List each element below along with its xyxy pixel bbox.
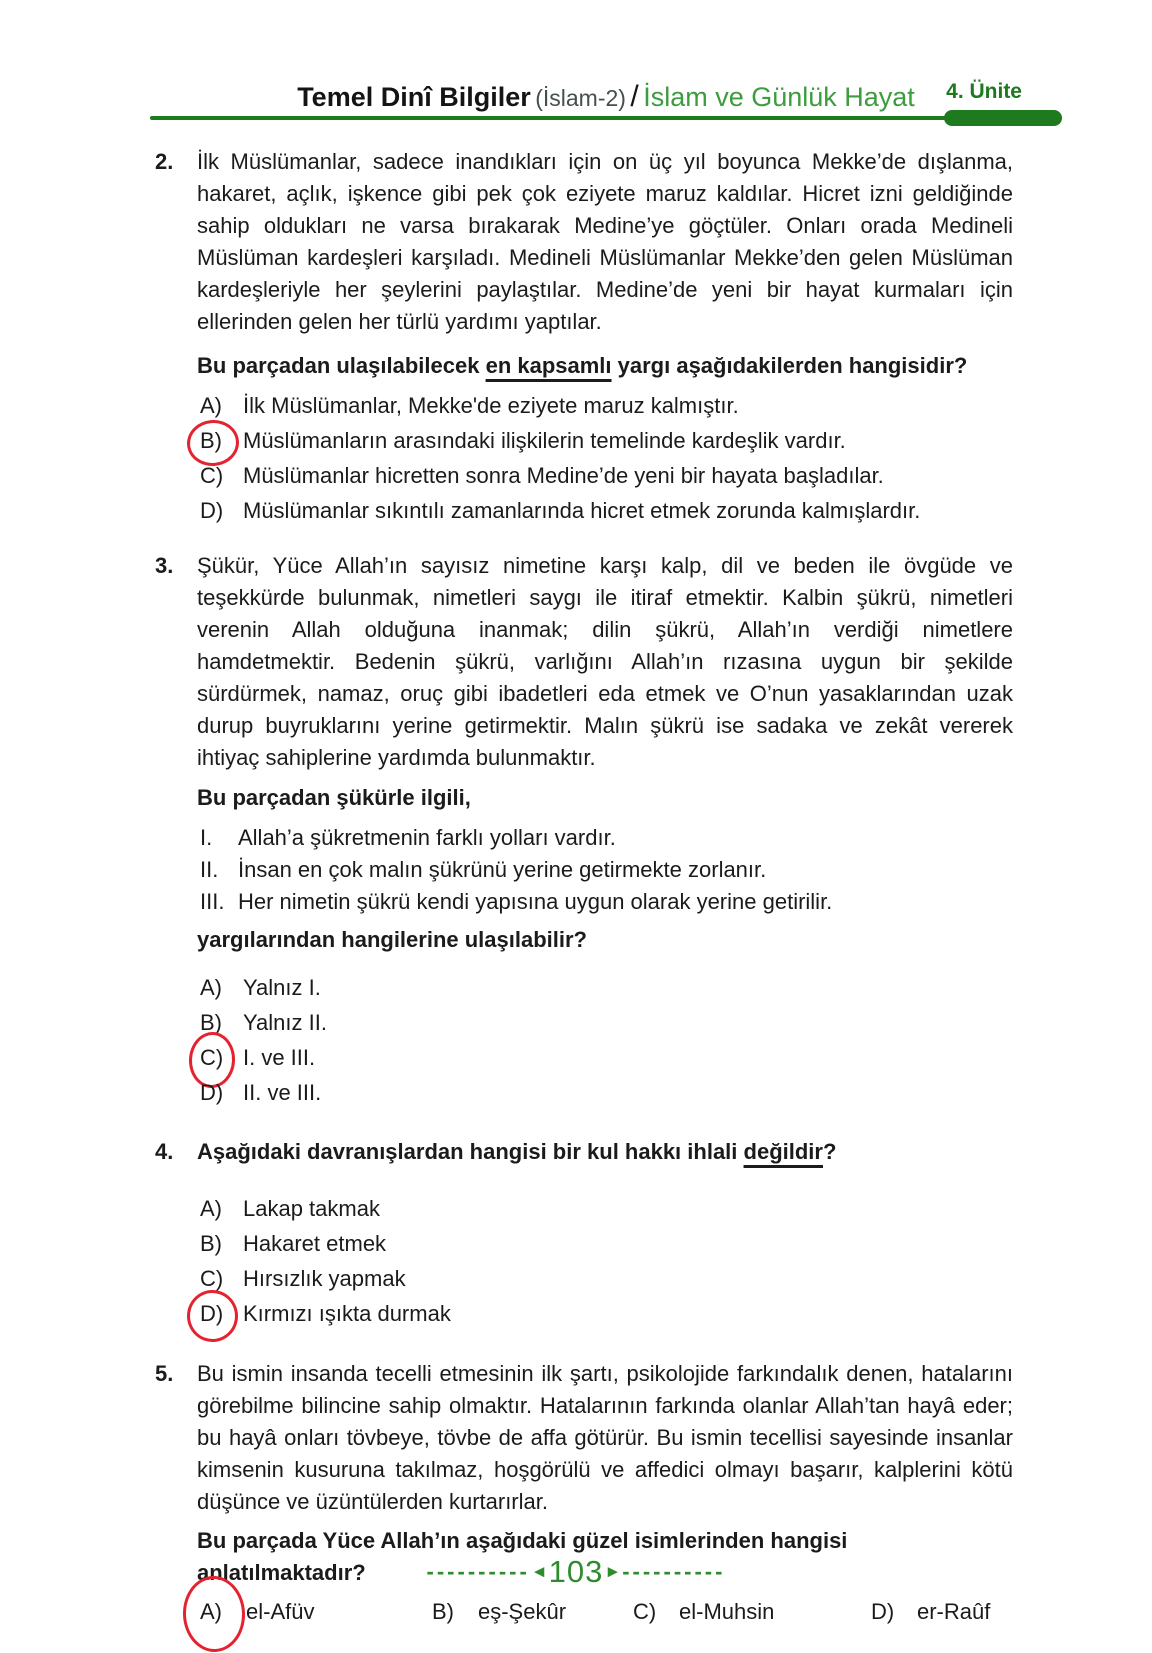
question-lead: Bu parçadan şükürle ilgili,	[197, 785, 471, 810]
question-2	[155, 146, 1013, 528]
answer-option	[197, 1226, 1013, 1261]
option-letter	[197, 390, 243, 422]
option-text: I. ve III.	[243, 1044, 316, 1070]
option-letter	[197, 1298, 243, 1330]
option-letter	[197, 1228, 243, 1260]
option-letter-text: D)	[200, 1300, 224, 1326]
question-stem: yargılarından hangilerine ulaşılabilir?	[197, 927, 587, 952]
option-letter-text: C)	[633, 1599, 657, 1624]
option-text: er-Raûf	[917, 1599, 991, 1624]
stem-text: Aşağıdaki davranışlardan hangisi bir kul hakkı ihlali	[197, 1139, 744, 1164]
roman-numeral: I.	[200, 825, 213, 850]
option-letter-text: C)	[200, 462, 224, 488]
footer-dashes-right: ----------	[622, 1558, 726, 1584]
answer-option	[197, 493, 1013, 528]
question-stem	[197, 1136, 1013, 1168]
answer-option	[197, 1191, 1013, 1226]
option-letter	[197, 1193, 243, 1225]
question-number: 5.	[155, 1361, 174, 1386]
answer-option	[197, 423, 1013, 458]
roman-item	[197, 854, 1013, 886]
question-stem	[197, 350, 1013, 382]
option-letter-text: A)	[200, 392, 222, 418]
book-subtitle: (İslam-2)	[535, 85, 626, 111]
option-letter-text: B)	[200, 1230, 222, 1256]
option-letter-text: B)	[200, 1009, 222, 1035]
page-content	[155, 146, 1013, 1631]
answer-option	[197, 1296, 1013, 1331]
question-body	[197, 550, 1013, 1110]
roman-item	[197, 822, 1013, 854]
option-letter-text: C)	[200, 1044, 224, 1070]
page-arrow-left-icon: ◄	[530, 1562, 548, 1581]
option-letter-text: D)	[871, 1599, 895, 1624]
question-stem: Bu parçada Yüce Allah’ın aşağıdaki güzel isimlerinden hangisi anlatılmaktadır?	[197, 1528, 848, 1585]
options-list	[197, 1191, 1013, 1331]
title-separator: /	[630, 80, 639, 113]
option-text: Yalnız I.	[243, 974, 321, 1000]
option-text: Lakap takmak	[243, 1195, 380, 1221]
question-body	[197, 1358, 1013, 1631]
stem-underlined-text: en kapsamlı	[485, 353, 612, 378]
page-arrow-right-icon: ►	[604, 1562, 622, 1581]
option-letter-text: B)	[200, 427, 222, 453]
page-header	[150, 80, 1062, 114]
stem-underlined-text: değildir	[743, 1139, 823, 1164]
question-body	[197, 146, 1013, 528]
answer-option	[197, 1040, 1013, 1075]
option-letter	[197, 460, 243, 492]
answer-option	[197, 458, 1013, 493]
roman-item-text: İnsan en çok malın şükrünü yerine getirmekte zorlanır.	[238, 857, 767, 882]
roman-item-text: Allah’a şükretmenin farklı yolları vardır.	[238, 825, 616, 850]
option-letter	[197, 495, 243, 527]
option-letter	[868, 1596, 917, 1628]
roman-item	[197, 886, 1013, 918]
header-rule	[150, 116, 1062, 120]
question-number: 4.	[155, 1139, 174, 1164]
option-text: Müslümanların arasındaki ilişkilerin temelinde kardeşlik vardır.	[243, 427, 846, 453]
answer-option	[197, 388, 1013, 423]
option-letter	[197, 1042, 243, 1074]
answer-option	[197, 1261, 1013, 1296]
question-paragraph: Şükür, Yüce Allah’ın sayısız nimetine karşı kalp, dil ve beden ile övgüde ve teşekkürde bulunmak, nimetleri saygı ile itiraf etmektir. Kalbin şükrü, nimetleri verenin Allah olduğuna inanmak; dilin şükrü, Allah’ın verdiği nimetlere hamdetmektir. Bedenin şükrü, varlığını Allah’ın rızasına uygun bir şekilde sürdürmek, namaz, oruç gibi ibadetleri eda etmek ve O’nun yasaklarından uzak durup buyruklarını yerine getirmektir. Malın şükrü ise sadaka ve zekât vererek ihtiyaç sahiplerine yardımda bulunmaktır.	[197, 553, 1013, 770]
option-letter	[197, 425, 243, 457]
option-text: el-Afüv	[246, 1599, 315, 1624]
question-paragraph: İlk Müslümanlar, sadece inandıkları için on üç yıl boyunca Mekke’de dışlanma, hakaret, açlık, işkence gibi pek çok eziyete maruz kaldılar. Hicret izni geldiğinde sahip oldukları ne varsa bırakarak Medine’ye göçtüler. Onları orada Medineli Müslüman kardeşleri karşıladı. Medineli Müslümanlar Mekke’den gelen Müslüman kardeşleriyle her şeylerini paylaştılar. Medine’de yeni bir hayat kurmaları için ellerinden gelen her türlü yardımı yaptılar.	[197, 149, 1013, 334]
question-paragraph: Bu ismin insanda tecelli etmesinin ilk şartı, psikolojide farkındalık denen, hatalarını görebilme bilincine sahip olmaktır. Hatalarının farkında olanlar Allah’tan hayâ eder; bu hayâ onları tövbeye, tövbe de affa götürür. Bu ismin tecellisi sayesinde insanlar kimsenin kusuruna takılmaz, hoşgörülü ve affedici olmayı başarır, kalplerini kötü düşünce ve üzüntülerden kurtarırlar.	[197, 1361, 1013, 1514]
option-text: el-Muhsin	[679, 1599, 775, 1624]
roman-item-text: Her nimetin şükrü kendi yapısına uygun olarak yerine getirilir.	[238, 889, 833, 914]
option-text: Kırmızı ışıkta durmak	[243, 1300, 451, 1326]
option-text: Müslümanlar hicretten sonra Medine’de yeni bir hayata başladılar.	[243, 462, 884, 488]
options-row	[197, 1593, 1013, 1631]
option-letter-text: A)	[200, 974, 222, 1000]
stem-text: yargı aşağıdakilerden hangisidir?	[611, 353, 968, 378]
question-number: 2.	[155, 149, 174, 174]
option-letter	[197, 1077, 243, 1109]
options-list	[197, 388, 1013, 528]
roman-numeral: II.	[200, 857, 219, 882]
option-text: Müslümanlar sıkıntılı zamanlarında hicret etmek zorunda kalmışlardır.	[243, 497, 921, 523]
book-title: Temel Dinî Bilgiler	[297, 82, 531, 112]
option-letter	[197, 1007, 243, 1039]
option-letter-text: C)	[200, 1265, 224, 1291]
option-text: II. ve III.	[243, 1079, 322, 1105]
question-5	[155, 1358, 1013, 1631]
option-letter-text: A)	[200, 1599, 222, 1624]
footer-dashes-left: ----------	[426, 1558, 530, 1584]
option-letter	[197, 972, 243, 1004]
options-list	[197, 970, 1013, 1110]
roman-numeral-list	[197, 822, 1013, 918]
question-4	[155, 1136, 1013, 1331]
answer-option	[197, 1005, 1013, 1040]
stem-text: Bu parçadan ulaşılabilecek	[197, 353, 486, 378]
stem-text: ?	[822, 1139, 837, 1164]
option-letter	[197, 1596, 246, 1628]
question-number: 3.	[155, 553, 174, 578]
option-text: İlk Müslümanlar, Mekke'de eziyete maruz kalmıştır.	[243, 392, 739, 418]
option-letter	[429, 1596, 478, 1628]
roman-numeral: III.	[200, 889, 225, 914]
header-rule-capsule	[944, 110, 1062, 126]
question-body	[197, 1136, 1013, 1331]
page-number: 103	[548, 1554, 604, 1589]
chapter-title: İslam ve Günlük Hayat	[643, 82, 915, 112]
answer-option	[197, 970, 1013, 1005]
option-letter	[630, 1596, 679, 1628]
option-letter-text: A)	[200, 1195, 222, 1221]
option-text: eş-Şekûr	[478, 1599, 567, 1624]
answer-option	[197, 1075, 1013, 1110]
option-letter-text: B)	[432, 1599, 454, 1624]
option-text: Hırsızlık yapmak	[243, 1265, 406, 1291]
page-footer	[0, 1556, 1152, 1587]
question-3	[155, 550, 1013, 1110]
option-letter-text: D)	[200, 1079, 224, 1105]
option-text: Yalnız II.	[243, 1009, 327, 1035]
option-text: Hakaret etmek	[243, 1230, 387, 1256]
option-letter	[197, 1263, 243, 1295]
unit-label: 4. Ünite	[946, 80, 1022, 103]
option-letter-text: D)	[200, 497, 224, 523]
